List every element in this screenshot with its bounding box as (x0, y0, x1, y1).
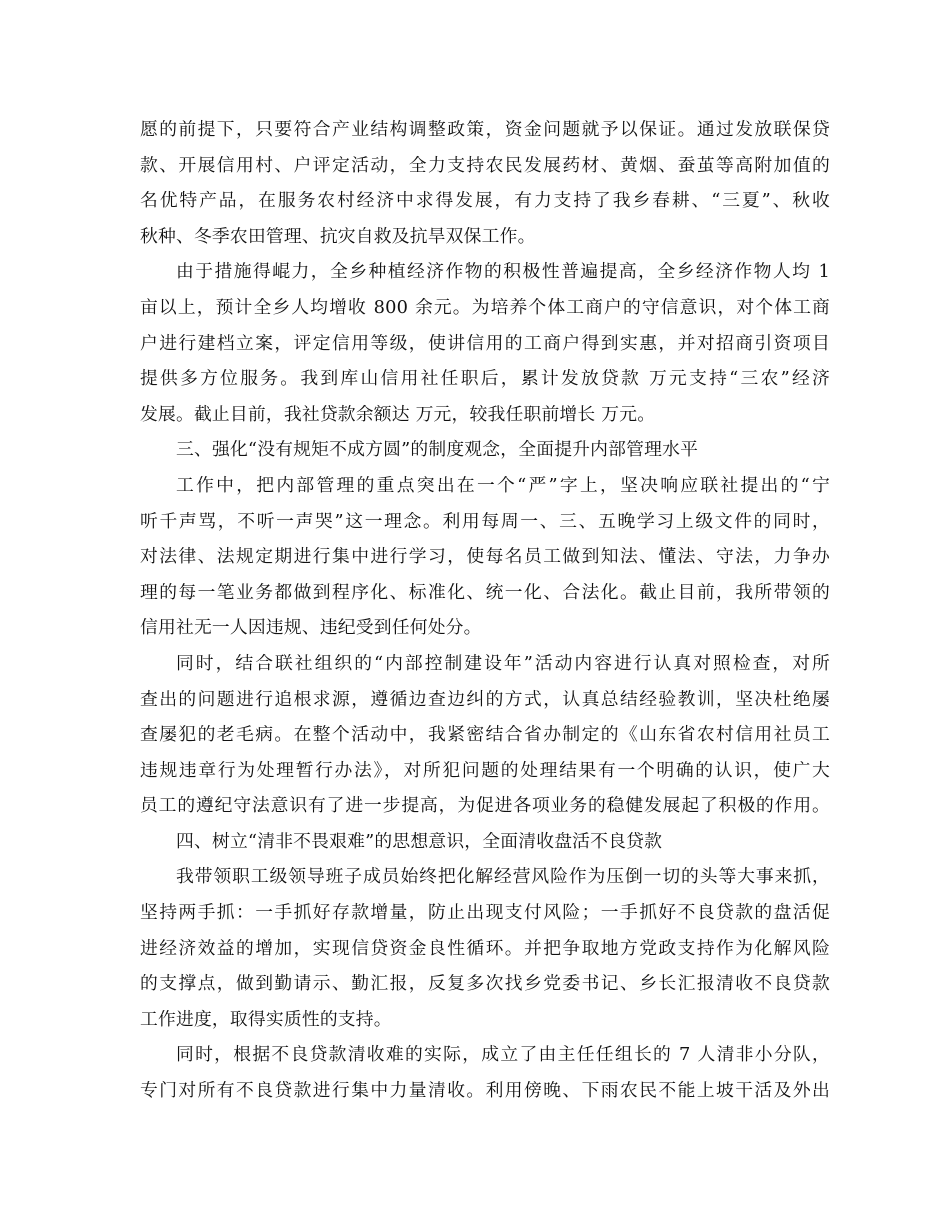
text-line: 亩以上，预计全乡人均增收 800 余元。为培养个体工商户的守信意识，对个体工商 (140, 296, 830, 318)
text-line: 我带领职工级领导班子成员始终把化解经营风险作为压倒一切的头等大事来抓， (176, 866, 830, 888)
text-line: 名优特产品，在服务农村经济中求得发展，有力支持了我乡春耕、“三夏”、秋收 (140, 190, 830, 212)
document-body (140, 112, 830, 1109)
text-line: 三、强化“没有规矩不成方圆”的制度观念，全面提升内部管理水平 (176, 439, 699, 461)
text-line: 同时，结合联社组织的“内部控制建设年”活动内容进行认真对照检查，对所 (176, 652, 830, 674)
text-line: 工作进度，取得实质性的支持。 (140, 1008, 392, 1030)
text-line: 员工的遵纪守法意识有了进一步提高，为促进各项业务的稳健发展起了积极的作用。 (140, 795, 830, 817)
text-line: 户进行建档立案，评定信用等级，使讲信用的工商户得到实惠，并对招商引资项目 (140, 332, 830, 354)
text-line: 对法律、法规定期进行集中进行学习，使每名员工做到知法、懂法、守法，力争办 (140, 546, 830, 568)
text-line: 四、树立“清非不畏艰难”的思想意识，全面清收盘活不良贷款 (176, 830, 663, 852)
text-line: 的支撑点，做到勤请示、勤汇报，反复多次找乡党委书记、乡长汇报清收不良贷款 (140, 973, 830, 995)
text-line: 款、开展信用村、户评定活动，全力支持农民发展药材、黄烟、蚕茧等高附加值的 (140, 154, 830, 176)
text-line: 发展。截止目前，我社贷款余额达 万元，较我任职前增长 万元。 (140, 403, 656, 425)
text-line: 专门对所有不良贷款进行集中力量清收。利用傍晚、下雨农民不能上坡干活及外出 (140, 1080, 830, 1102)
text-line: 愿的前提下，只要符合产业结构调整政策，资金问题就予以保证。通过发放联保贷 (140, 119, 830, 140)
text-line: 坚持两手抓：一手抓好存款增量，防止出现支付风险；一手抓好不良贷款的盘活促 (140, 902, 830, 924)
text-line: 查出的问题进行追根求源，遵循边查边纠的方式，认真总结经验教训，坚决杜绝屡 (140, 688, 830, 710)
text-line: 同时，根据不良贷款清收难的实际，成立了由主任任组长的 7 人清非小分队， (176, 1044, 830, 1066)
text-line: 违规违章行为处理暂行办法》，对所犯问题的处理结果有一个明确的认识，使广大 (140, 759, 830, 781)
text-line: 听千声骂，不听一声哭”这一理念。利用每周一、三、五晚学习上级文件的同时， (140, 510, 830, 532)
text-line: 提供多方位服务。我到库山信用社任职后，累计发放贷款 万元支持“三农”经济 (140, 368, 830, 390)
text-line: 进经济效益的增加，实现信贷资金良性循环。并把争取地方党政支持作为化解风险 (140, 937, 830, 959)
text-line: 秋种、冬季农田管理、抗灾自救及抗旱双保工作。 (140, 225, 536, 247)
text-line: 理的每一笔业务都做到程序化、标准化、统一化、合法化。截止目前，我所带领的 (140, 581, 830, 603)
text-line: 由于措施得崐力，全乡种植经济作物的积极性普遍提高，全乡经济作物人均 1 (176, 261, 830, 283)
text-line: 查屡犯的老毛病。在整个活动中，我紧密结合省办制定的《山东省农村信用社员工 (140, 724, 830, 746)
text-line: 工作中，把内部管理的重点突出在一个“严”字上，坚决响应联社提出的“宁 (176, 474, 830, 496)
text-line: 信用社无一人因违规、违纪受到任何处分。 (140, 617, 482, 639)
